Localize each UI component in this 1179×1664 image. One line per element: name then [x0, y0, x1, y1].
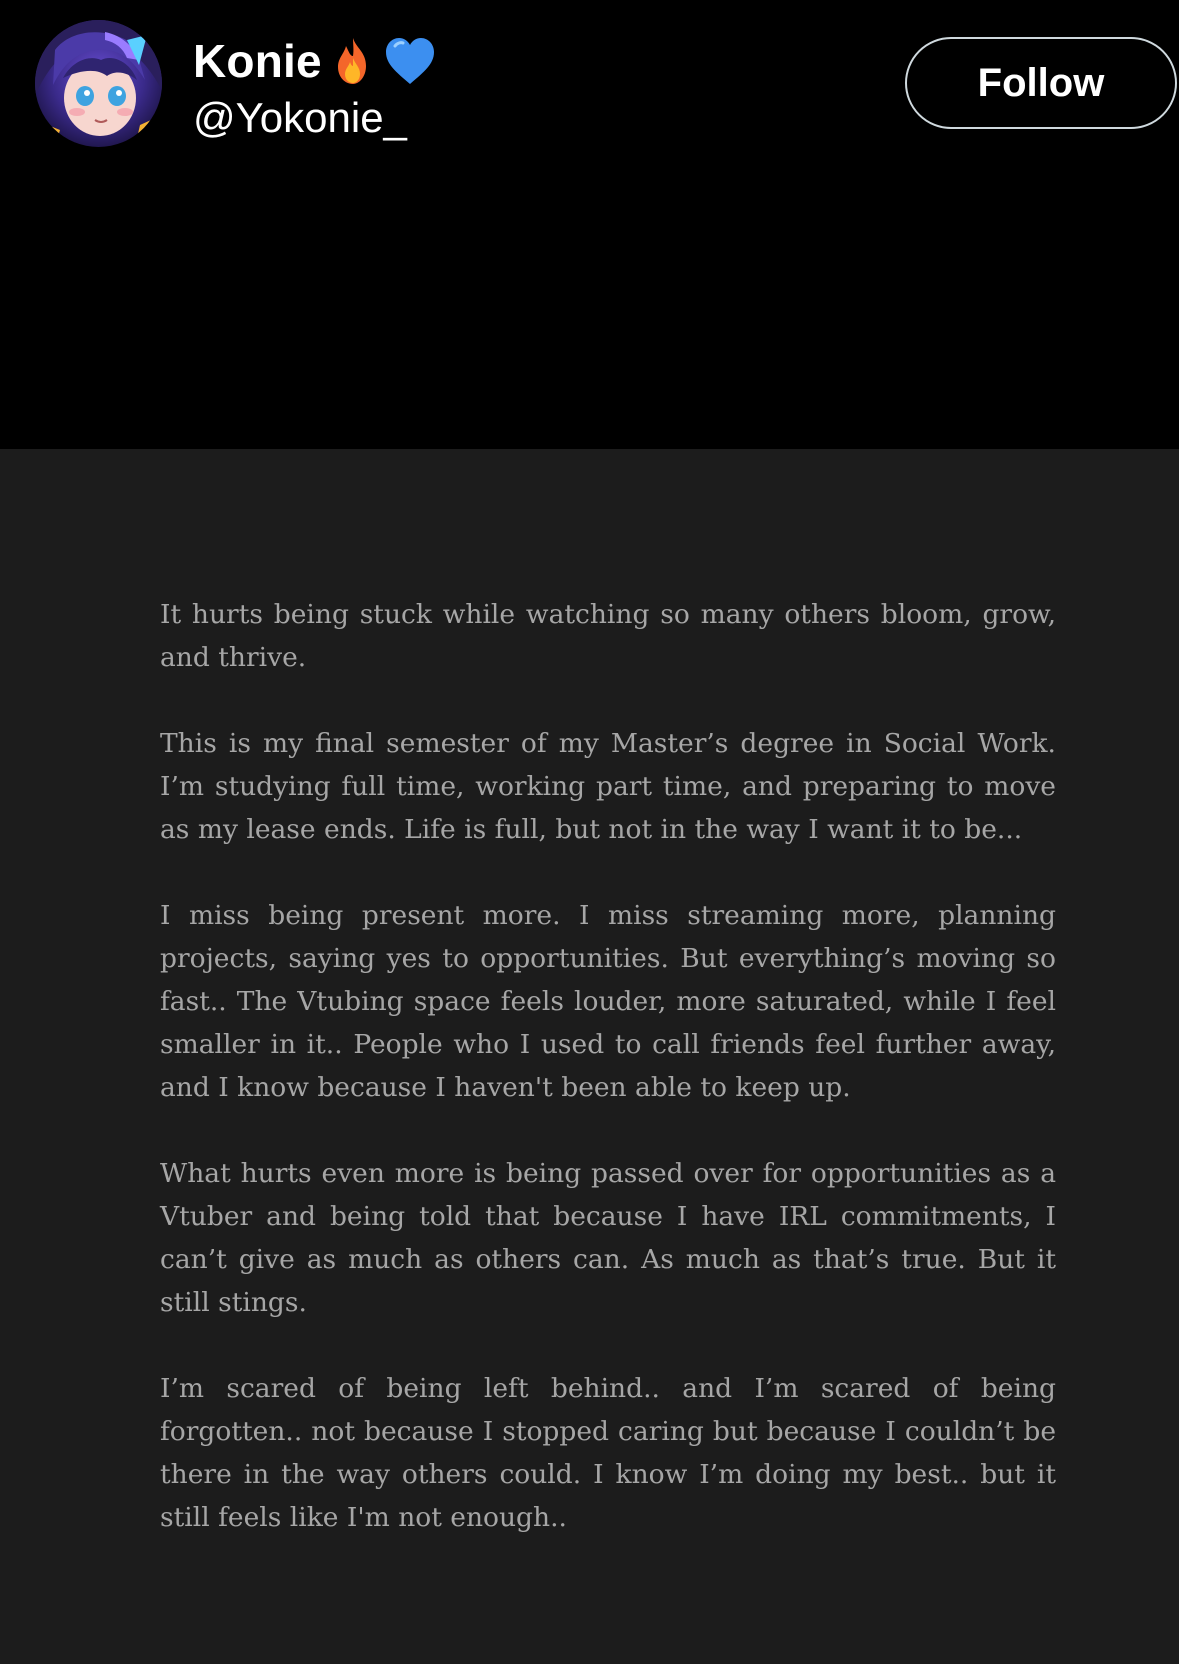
note-image [0, 449, 1179, 1664]
follow-button[interactable]: Follow [905, 37, 1177, 129]
avatar-image [35, 20, 162, 147]
note-paragraph: It hurts being stuck while watching so many others bloom, grow, and thrive. [160, 599, 1056, 673]
avatar[interactable] [35, 20, 162, 147]
note-paragraph: I’m scared of being left behind.. and I’m scared of being forgotten.. not because I stopped caring but because I couldn’t be there in the way others could. I know I’m doing my best.. but it still feels like I'm not enough.. [160, 1373, 1056, 1533]
note-paragraph: This is my final semester of my Master’s degree in Social Work. I’m studying full time, working part time, and preparing to move as my lease ends. Life is full, but not in the way I want it to be... [160, 728, 1056, 845]
display-name-text: Konie [193, 35, 322, 87]
fire-emoji-icon [326, 34, 380, 88]
user-handle[interactable]: @Yokonie_ [193, 94, 407, 141]
display-name[interactable] [193, 30, 438, 92]
note-paragraph: What hurts even more is being passed over for opportunities as a Vtuber and being told that because I have IRL commitments, I can’t give as much as others can. As much as that’s true. But it still stings. [160, 1158, 1056, 1318]
blue-heart-emoji-icon [382, 34, 438, 88]
profile-header [0, 0, 1179, 449]
note-paragraph: I miss being present more. I miss streaming more, planning projects, saying yes to opportunities. But everything’s moving so fast.. The Vtubing space feels louder, more saturated, while I feel smaller in it.. People who I used to call friends feel further away, and I know because I haven't been able to keep up. [160, 900, 1056, 1103]
note-body [160, 593, 1056, 1582]
